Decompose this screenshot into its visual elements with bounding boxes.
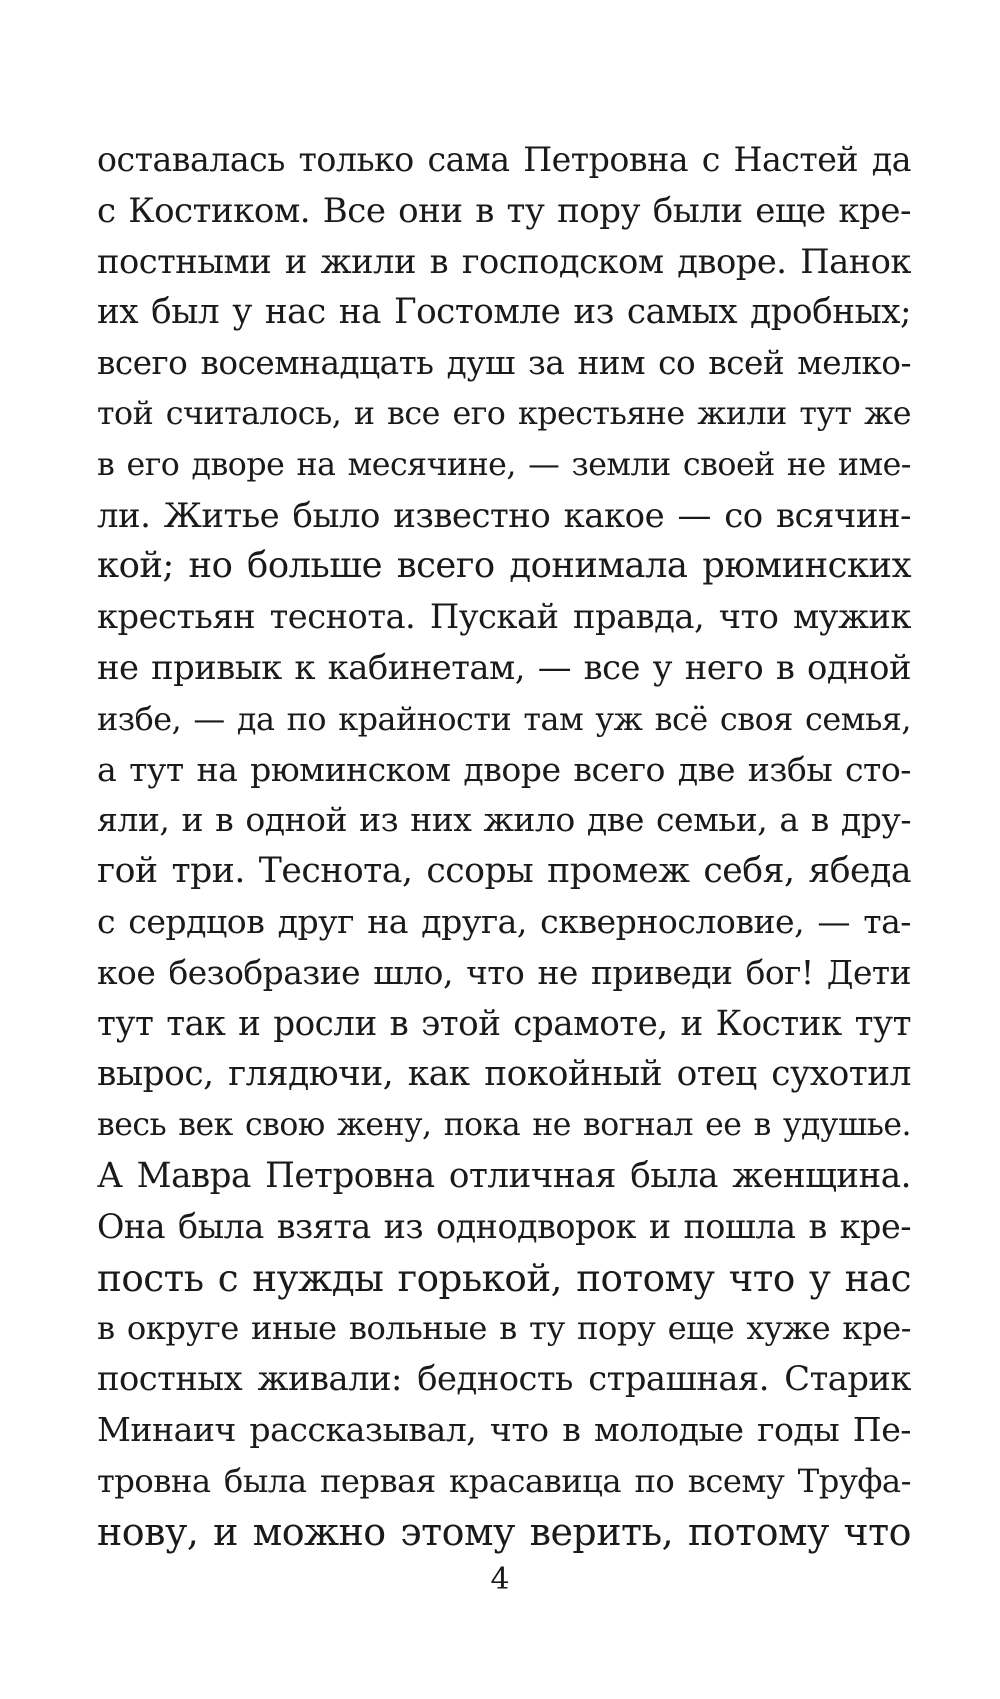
text-line: с сердцов друг на друга, сквернословие, — та- <box>97 901 911 941</box>
text-line: кое безобразие шло, что не приведи бог! Дети <box>97 952 911 992</box>
text-line: ли. Житье было известно какое — со всячин- <box>97 495 911 535</box>
body-text <box>97 135 911 1557</box>
text-line: А Мавра Петровна отличная была женщина. <box>97 1155 911 1196</box>
text-line: постных живали: бедность страшная. Старик <box>97 1359 911 1399</box>
text-line: тровна была первая красавица по всему Труфа- <box>97 1461 911 1500</box>
text-line: весь век свою жену, пока не вогнал ее в удушье. <box>97 1107 911 1144</box>
text-line: яли, и в одной из них жило две семьи, а в дру- <box>97 800 911 840</box>
text-line: не привык к кабинетам, — все у него в одной <box>97 647 911 687</box>
text-line: в округе иные вольные в ту пору еще хуже кре- <box>97 1309 911 1348</box>
text-line: Она была взята из однодворок и пошла в кре- <box>97 1206 911 1246</box>
text-line: оставалась только сама Петровна с Настей да <box>97 140 911 179</box>
text-line: кой; но больше всего донимала рюминских <box>97 545 911 587</box>
page-number: 4 <box>490 1562 510 1597</box>
text-line: той считалось, и все его крестьяне жили тут же <box>97 395 911 432</box>
text-line: тут так и росли в этой срамоте, и Костик тут <box>97 1003 911 1044</box>
text-line: гой три. Теснота, ссоры промеж себя, ябеда <box>97 851 911 892</box>
text-line: их был у нас на Гостомле из самых дробных; <box>97 292 911 333</box>
text-line: вырос, глядючи, как покойный отец сухотил <box>97 1054 911 1095</box>
text-line: крестьян теснота. Пускай правда, что мужик <box>97 597 911 637</box>
text-line: пость с нужды горькой, потому что у нас <box>97 1255 911 1300</box>
text-line: избе, — да по крайности там уж всё своя семья, <box>97 699 911 738</box>
text-line: постными и жили в господском дворе. Панок <box>97 241 911 281</box>
text-line: в его дворе на месячине, — земли своей не име- <box>97 446 911 483</box>
text-line: всего восемнадцать душ за ним со всей мелко- <box>97 344 911 383</box>
text-line: а тут на рюминском дворе всего две избы сто- <box>97 749 911 789</box>
text-line: нову, и можно этому верить, потому что <box>97 1509 911 1554</box>
text-line: с Костиком. Все они в ту пору были еще кре- <box>97 190 911 231</box>
text-line: Минаич рассказывал, что в молодые годы Пе- <box>97 1409 911 1449</box>
